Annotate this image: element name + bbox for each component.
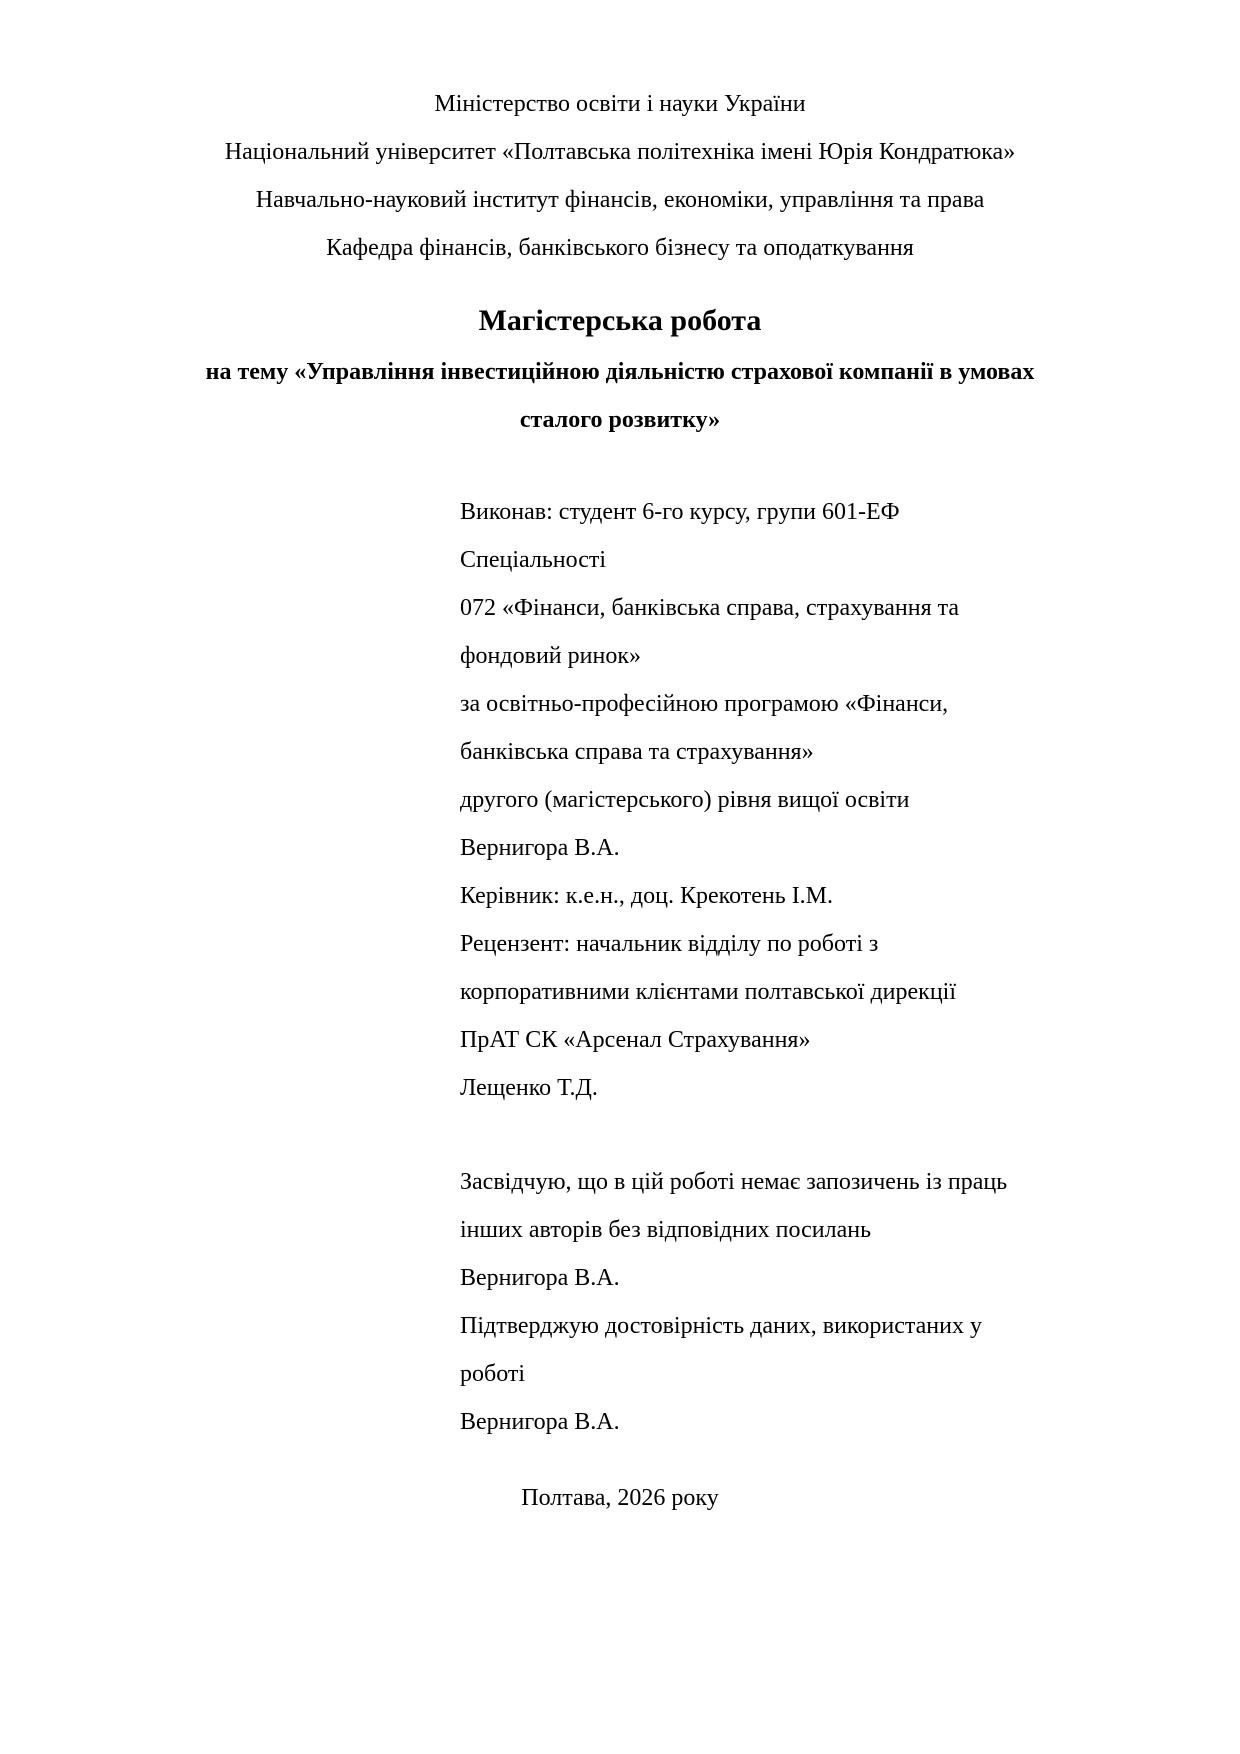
thesis-type-title: Магістерська робота [478,304,762,337]
institution-header [115,80,1125,272]
department-line: Кафедра фінансів, банківського бізнесу та оподаткування [326,235,914,261]
data-authenticity-statement: Підтверджую достовірність даних, використаних у роботі [460,1313,982,1387]
specialty-code-line: 072 «Фінанси, банківська справа, страхування та фондовий ринок» [460,595,960,669]
attestation-block [460,1158,1018,1446]
page-footer [115,1474,1125,1522]
author-signature-line-1: Вернигора В.А. [460,1265,620,1291]
degree-level-line: другого (магістерського) рівня вищої освіти [460,787,910,813]
education-program-line: за освітньо-професійною програмою «Фінанси, банківська справа та страхування» [460,691,949,765]
city-year-line: Полтава, 2026 року [521,1485,719,1511]
institute-line: Навчально-науковий інститут фінансів, економіки, управління та права [255,187,985,213]
thesis-topic: на тему «Управління інвестиційною діяльністю страхової компанії в умовах сталого розвитку» [205,359,1035,433]
university-line: Національний університет «Полтавська політехніка імені Юрія Кондратюка» [224,139,1016,165]
title-block [115,294,1125,444]
reviewer-name-line: Лещенко Т.Д. [460,1075,598,1101]
specialty-label-line: Спеціальності [460,547,607,573]
no-plagiarism-statement: Засвідчую, що в цій роботі немає запозичень із праць інших авторів без відповідних посилань [460,1169,1008,1243]
author-name-line: Вернигора В.А. [460,835,620,861]
author-details-block [460,488,1018,1112]
author-signature-line-2: Вернигора В.А. [460,1409,620,1435]
supervisor-line: Керівник: к.е.н., доц. Крекотень І.М. [460,883,834,909]
reviewer-line: Рецензент: начальник відділу по роботі з корпоративними клієнтами полтавської дирекції ПрАТ СК «Арсенал Страхування» [460,931,956,1053]
executor-line: Виконав: студент 6-го курсу, групи 601-ЕФ [460,499,900,525]
ministry-line: Міністерство освіти і науки України [434,91,806,117]
